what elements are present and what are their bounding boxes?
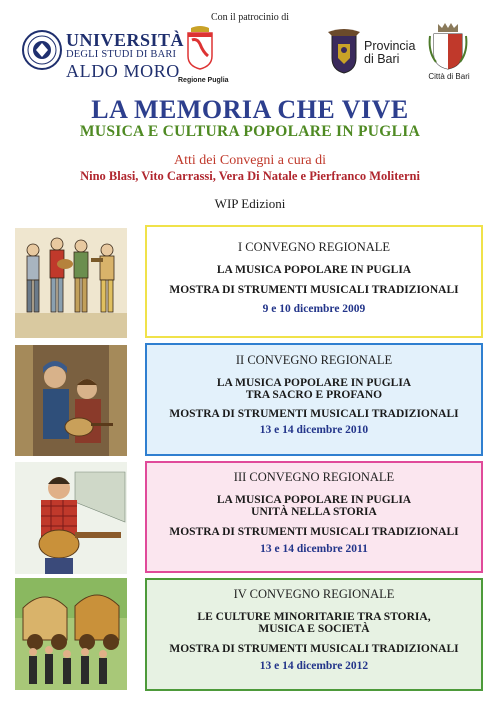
university-line1: UNIVERSITÀ <box>66 30 185 50</box>
conference-date: 13 e 14 dicembre 2011 <box>260 543 368 555</box>
citta-di-bari-crest-icon <box>428 22 468 70</box>
conference-topic-sub: MUSICA E SOCIETÀ <box>258 623 370 635</box>
regione-puglia-logo <box>178 26 229 84</box>
provincia-line2: di Bari <box>364 52 400 67</box>
provincia-line1: Provincia <box>364 39 416 53</box>
provincia-crest-icon <box>326 28 362 74</box>
conference-topic-sub: UNITÀ NELLA STORIA <box>251 506 377 518</box>
university-line3: ALDO MORO <box>66 60 180 81</box>
conference-topic: LA MUSICA POPOLARE IN PUGLIA <box>216 264 412 276</box>
conference-box-2 <box>145 343 483 456</box>
citta-caption: Città di Bari <box>428 72 470 81</box>
atti-line: Atti dei Convegni a cura di <box>173 153 327 168</box>
conference-date: 13 e 14 dicembre 2012 <box>259 660 369 672</box>
conference-date: 9 e 10 dicembre 2009 <box>262 303 366 315</box>
regione-puglia-crest-icon <box>185 26 215 70</box>
provincia-name <box>364 40 415 66</box>
conference-box-4 <box>145 578 483 691</box>
conference-label: IV CONVEGNO REGIONALE <box>233 587 395 601</box>
conference-topic-sub: TRA SACRO E PROFANO <box>245 389 383 401</box>
publisher: WIP Edizioni <box>214 196 286 211</box>
folk-musicians-painting-image <box>15 228 127 338</box>
conference-exhibit: MOSTRA DI STRUMENTI MUSICALI TRADIZIONALI <box>169 284 459 296</box>
conference-box-3 <box>145 461 483 573</box>
conference-topic: LA MUSICA POPOLARE IN PUGLIA <box>216 377 412 389</box>
conference-date: 13 e 14 dicembre 2010 <box>259 424 369 436</box>
conference-label: II CONVEGNO REGIONALE <box>235 353 393 367</box>
conference-box-1 <box>145 225 483 338</box>
curators: Nino Blasi, Vito Carrassi, Vera Di Natale e Pierfranco Moliterni <box>80 169 420 183</box>
conference-label: III CONVEGNO REGIONALE <box>233 470 395 484</box>
conference-exhibit: MOSTRA DI STRUMENTI MUSICALI TRADIZIONALI <box>169 526 459 538</box>
regione-caption: Regione Puglia <box>178 77 229 84</box>
conference-exhibit: MOSTRA DI STRUMENTI MUSICALI TRADIZIONALI <box>169 408 459 420</box>
main-title: LA MEMORIA CHE VIVE <box>91 95 409 124</box>
medieval-fresco-musician-image <box>15 345 127 456</box>
university-name <box>66 31 184 80</box>
conference-exhibit: MOSTRA DI STRUMENTI MUSICALI TRADIZIONALI <box>169 643 459 655</box>
conference-topic: LE CULTURE MINORITARIE TRA STORIA, <box>197 611 431 623</box>
conference-topic: LA MUSICA POPOLARE IN PUGLIA <box>216 494 412 506</box>
guitar-player-illustration-image <box>15 462 127 574</box>
patronage-text: Con il patrocinio di <box>210 12 290 23</box>
university-seal-icon <box>22 30 62 70</box>
gypsy-caravan-painting-image <box>15 578 127 690</box>
conference-label: I CONVEGNO REGIONALE <box>237 240 391 254</box>
subtitle: MUSICA E CULTURA POPOLARE IN PUGLIA <box>79 123 421 140</box>
university-line2: DEGLI STUDI DI BARI <box>66 49 177 60</box>
